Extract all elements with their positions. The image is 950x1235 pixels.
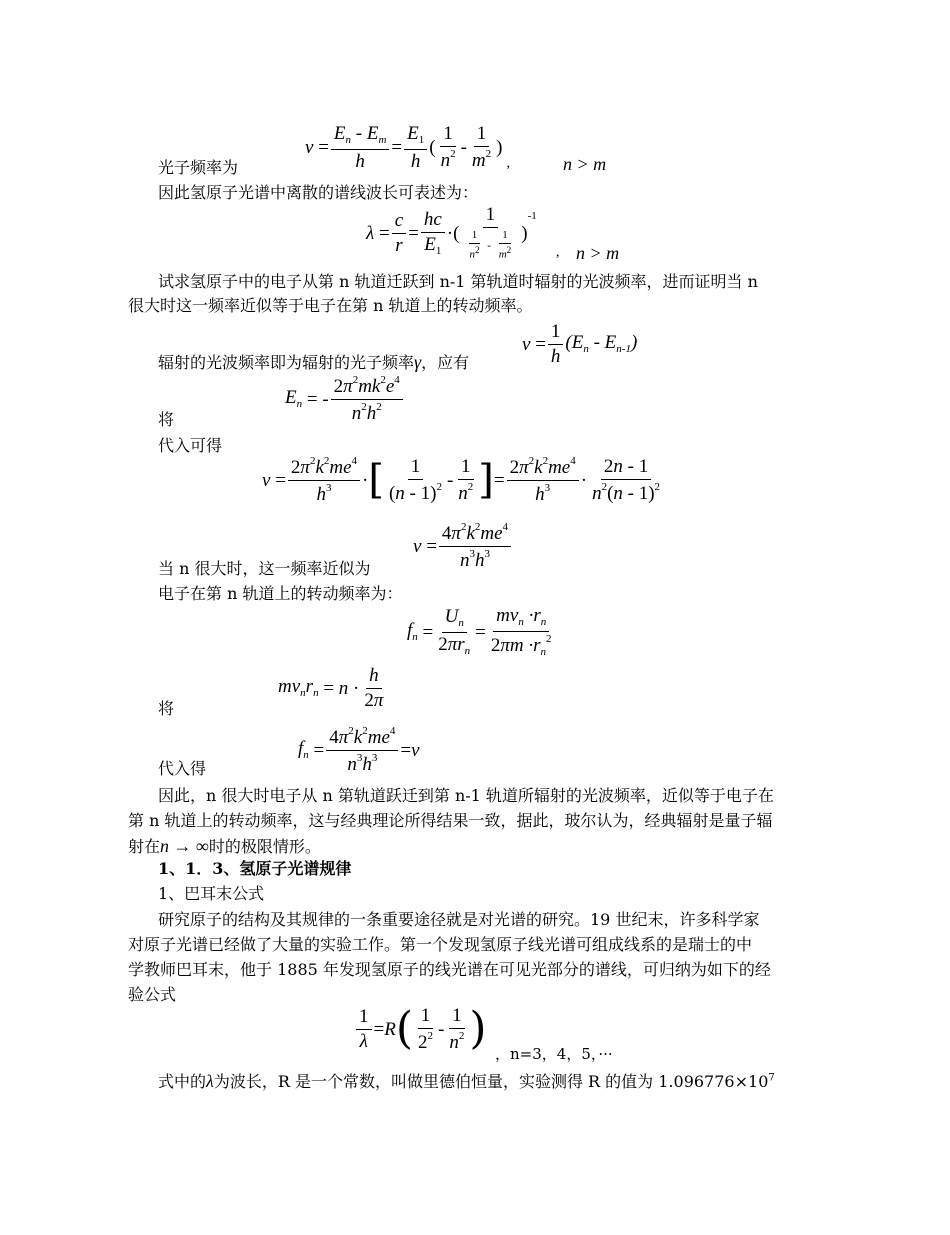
lambda-symbol: λ xyxy=(206,1071,214,1091)
last-line-middle: 为波长，R 是一个常数，叫做里德伯恒量，实验测得 R 的值为 1.096776 xyxy=(213,1072,735,1091)
equation-nu-approx: ν = $\frac{4\pi^2k^2me^4}{n^3h^3}$ xyxy=(413,522,513,571)
equation-energy-level: $E_n$ = - $\frac{2\pi^2mk^2e^4}{n^2h^2}$ xyxy=(285,375,405,424)
last-line xyxy=(158,1072,775,1090)
section-heading: 1、1．3、氢原子光谱规律 xyxy=(158,859,352,878)
approx-text: 当 n 很大时，这一频率近似为 xyxy=(158,559,371,578)
intro-line-4: 验公式 xyxy=(128,985,177,1004)
equation-photon-frequency: ν = $\frac{E_n - E_m}{h}$ = $\frac{E_1}{h}$ ( $\frac{1}{n^2}$ - $\frac{1}{m^2}$ ) , xyxy=(305,123,510,172)
intro-line-1: 研究原子的结构及其规律的一条重要途径就是对光谱的研究。19 世纪末，许多科学家 xyxy=(158,910,760,929)
photon-frequency-label: 光子频率为 xyxy=(158,158,239,177)
last-line-start: 式中的 xyxy=(158,1072,207,1091)
equation-nu-expanded: ν = $\frac{2\pi^2k^2me^4}{h^3}$ · [ $\frac{1}{(n - 1)^2}$ - $\frac{1}{n^2}$ ] = $\frac{2\pi^2k^2me^4}{h^3}$ · $\frac{2n - 1}{n^2(n - 1)^2}$ xyxy=(262,455,661,505)
n-to-infinity: n → ∞ xyxy=(160,836,209,856)
nu-symbol: γ xyxy=(414,352,422,372)
conclusion-line-2: 第 n 轨道上的转动频率，这与经典理论所得结果一致，据此，玻尔认为，经典辐射是量子辐 xyxy=(128,811,773,830)
radiation-text-end: ，应有 xyxy=(421,353,470,372)
conclusion-line-3-start: 射在 xyxy=(128,837,161,856)
jiang-label-2: 将 xyxy=(158,699,175,718)
hydrogen-wavelength-text: 因此氢原子光谱中离散的谱线波长可表述为： xyxy=(158,183,479,202)
intro-line-2: 对原子光谱已经做了大量的实验工作。第一个发现氢原子线光谱可组成线系的是瑞士的中 xyxy=(128,935,753,954)
balmer-title: 1、巴耳末公式 xyxy=(158,884,265,903)
radiation-text-start: 辐射的光波频率即为辐射的光子频率 xyxy=(158,353,415,372)
condition-n-gt-m-2: n > m xyxy=(576,243,620,263)
daiRu-de-label: 代入得 xyxy=(158,759,207,778)
condition-n-gt-m: n > m xyxy=(563,154,607,174)
conclusion-line-3-end: 时的极限情形。 xyxy=(208,837,321,856)
problem-line-2: 很大时这一频率近似等于电子在第 n 轨道上的转动频率。 xyxy=(128,296,533,315)
equation-balmer: $\frac{1}{\lambda}$ = R ( $\frac{1}{2^2}$ - $\frac{1}{n^2}$ ) xyxy=(354,1006,487,1053)
wavelength-comma: , xyxy=(556,245,560,260)
rot-freq-text: 电子在第 n 轨道上的转动频率为： xyxy=(158,584,403,603)
last-line-times: ×10 xyxy=(734,1072,769,1091)
equation-rotation-frequency: $f_n$ = $\frac{U_n}{2\pi r_n}$ = $\frac{mv_n \cdot r_n}{2\pi m \cdot r_n^2}$ xyxy=(407,605,552,658)
intro-line-3: 学教师巴耳末，他于 1885 年发现氢原子的线光谱在可见光部分的谱线，可归纳为如下的经 xyxy=(128,960,771,979)
problem-line-1: 试求氢原子中的电子从第 n 轨道迁跃到 n-1 第轨道时辐射的光波频率，进而证明当 n xyxy=(158,272,758,291)
equation-angular-momentum: $mv_nr_n$ = n · $\frac{h}{2\pi}$ xyxy=(278,665,384,711)
radiation-text xyxy=(158,353,469,371)
equation-nu-from-energy: ν = $\frac{1}{h}$ $(E_n - E_{n-1})$ xyxy=(522,321,638,367)
daiRu-ke-de-label: 代入可得 xyxy=(158,436,223,455)
equation-wavelength: λ = $\frac{c}{r}$ = $\frac{hc}{E_1}$ ·( 1 $\frac{1}{n^2}$ - $\frac{1}{m^2}$ ) -1 xyxy=(366,204,537,262)
equation-fn-equals-nu: $f_n$ = $\frac{4\pi^2k^2me^4}{n^3h^3}$ = ν xyxy=(298,725,420,775)
conclusion-line-1: 因此，n 很大时电子从 n 第轨道跃迁到第 n-1 轨道所辐射的光波频率，近似等于电子在 xyxy=(158,786,774,805)
conclusion-line-3 xyxy=(128,834,321,859)
jiang-label-1: 将 xyxy=(158,410,175,429)
last-line-exponent: 7 xyxy=(768,1072,775,1084)
balmer-condition: ，n=3，4，5，··· xyxy=(495,1045,613,1063)
